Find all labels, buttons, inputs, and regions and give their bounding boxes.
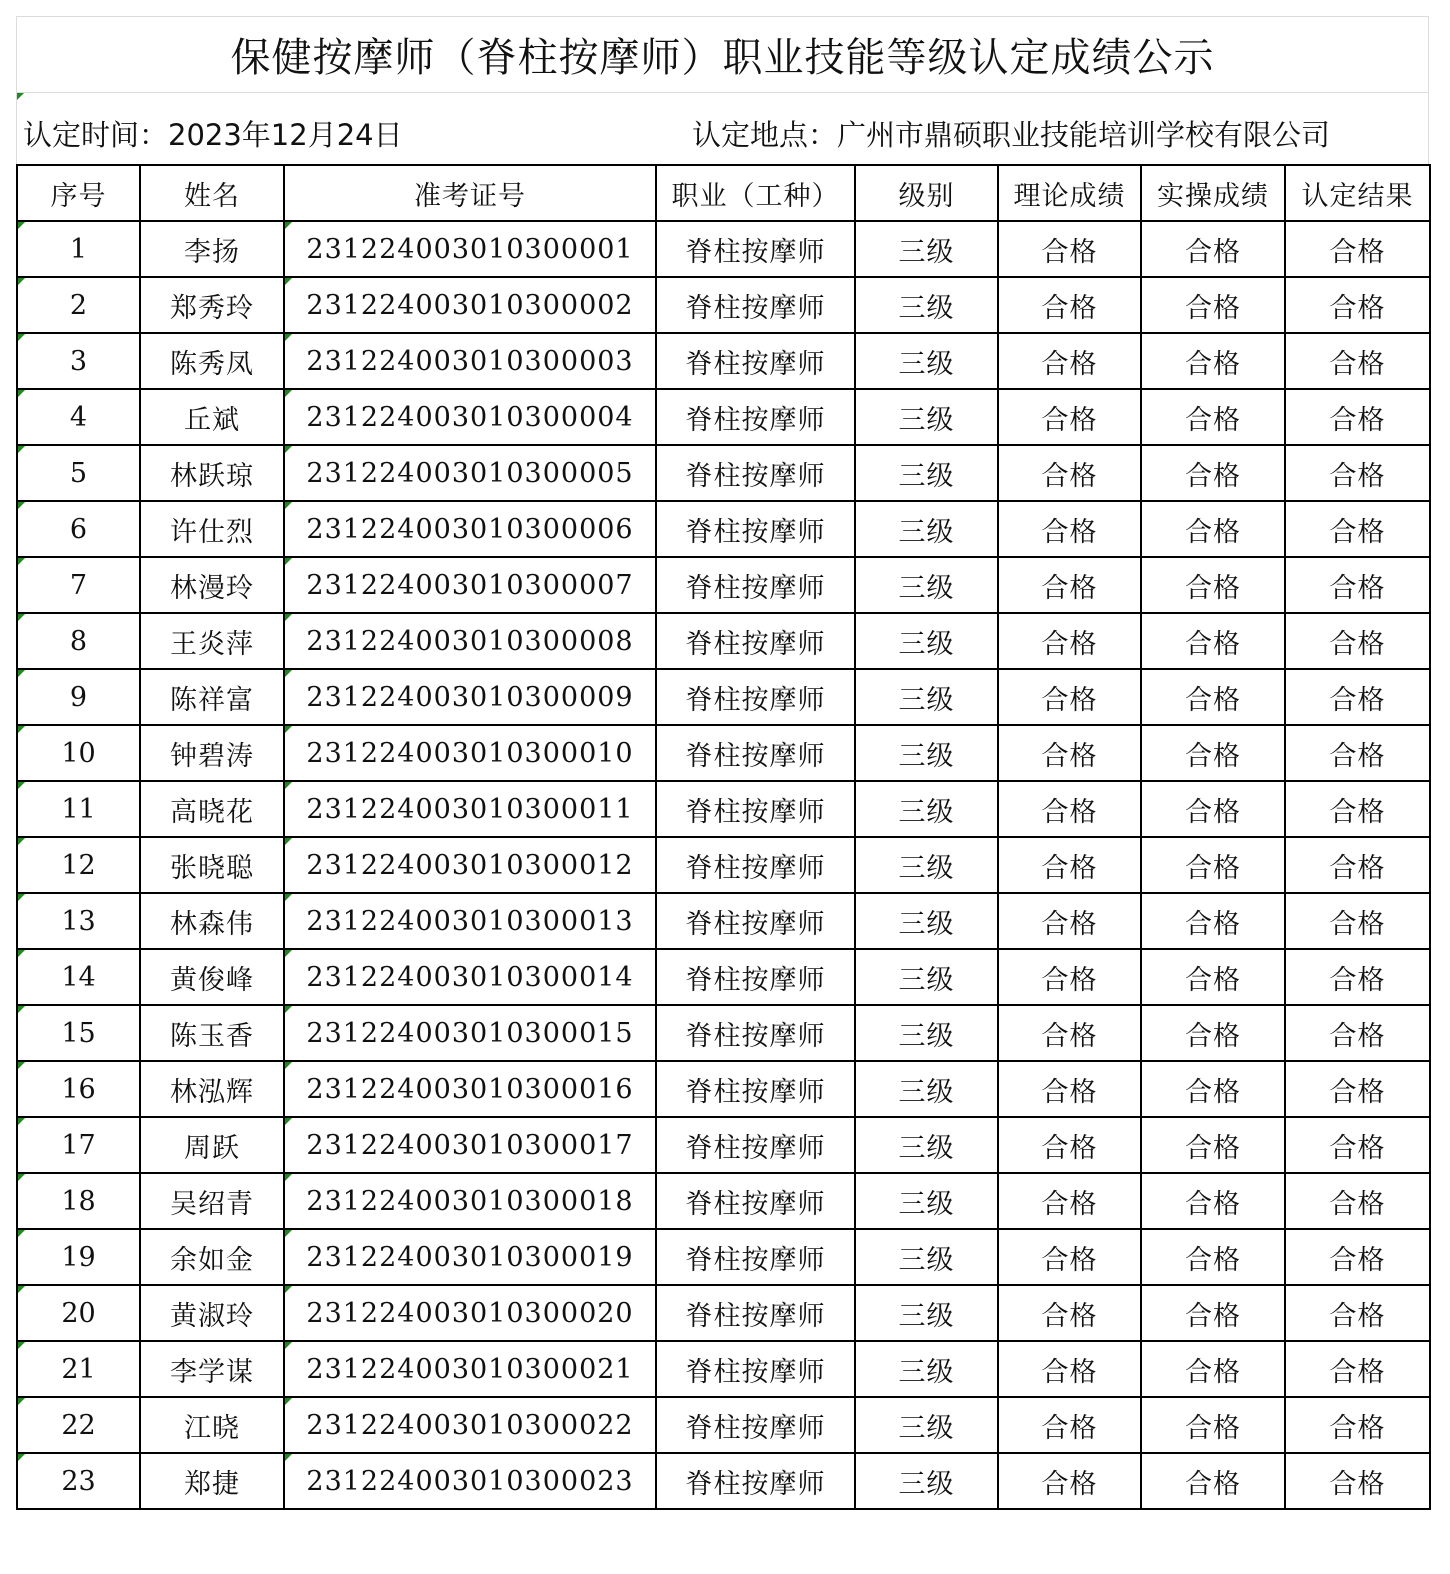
cell-level[interactable]: 三级 [855,277,998,333]
info-row [16,92,1429,164]
cell-ticket-number[interactable]: 231224003010300001 [284,221,656,277]
title-cell[interactable] [16,16,1429,92]
cell-comment-marker-icon [18,1174,25,1181]
cell-seq[interactable]: 14 [17,949,140,1005]
cell-name[interactable]: 许仕烈 [140,501,284,557]
cell-result[interactable]: 合格 [1285,1397,1430,1453]
cell-comment-marker-icon [18,278,25,285]
cell-seq[interactable]: 2 [17,277,140,333]
cell-seq[interactable]: 18 [17,1173,140,1229]
cell-level[interactable]: 三级 [855,1173,998,1229]
cell-occupation[interactable]: 脊柱按摩师 [656,1005,855,1061]
cell-theory-score[interactable]: 合格 [998,1005,1141,1061]
cell-theory-score[interactable]: 合格 [998,1229,1141,1285]
cell-comment-marker-icon [285,558,292,565]
cell-occupation[interactable]: 脊柱按摩师 [656,501,855,557]
cell-practical-score[interactable]: 合格 [1141,1117,1285,1173]
cell-seq[interactable]: 4 [17,389,140,445]
cell-result[interactable]: 合格 [1285,1117,1430,1173]
cell-occupation[interactable]: 脊柱按摩师 [656,669,855,725]
exam-location[interactable]: 认定地点：广州市鼎硕职业技能培训学校有限公司 [692,118,1331,152]
cell-name[interactable]: 黄淑玲 [140,1285,284,1341]
cell-comment-marker-icon [18,1062,25,1069]
cell-result[interactable]: 合格 [1285,837,1430,893]
cell-theory-score[interactable]: 合格 [998,221,1141,277]
cell-practical-score[interactable]: 合格 [1141,1005,1285,1061]
cell-theory-score[interactable]: 合格 [998,949,1141,1005]
table-row [17,1173,1430,1229]
cell-theory-score[interactable]: 合格 [998,557,1141,613]
cell-seq[interactable]: 6 [17,501,140,557]
cell-comment-marker-icon [18,838,25,845]
cell-level[interactable]: 三级 [855,613,998,669]
cell-practical-score[interactable]: 合格 [1141,445,1285,501]
cell-level[interactable]: 三级 [855,501,998,557]
cell-result[interactable]: 合格 [1285,277,1430,333]
cell-level[interactable]: 三级 [855,1229,998,1285]
cell-seq[interactable]: 17 [17,1117,140,1173]
cell-ticket-number[interactable]: 231224003010300016 [284,1061,656,1117]
cell-seq[interactable]: 13 [17,893,140,949]
cell-comment-marker-icon [18,446,25,453]
cell-occupation[interactable]: 脊柱按摩师 [656,837,855,893]
cell-level[interactable]: 三级 [855,557,998,613]
cell-ticket-number[interactable]: 231224003010300009 [284,669,656,725]
cell-practical-score[interactable]: 合格 [1141,1173,1285,1229]
cell-theory-score[interactable]: 合格 [998,1453,1141,1509]
header-occupation[interactable]: 职业（工种） [656,165,855,221]
cell-occupation[interactable]: 脊柱按摩师 [656,725,855,781]
cell-result[interactable]: 合格 [1285,557,1430,613]
cell-name[interactable]: 周跃 [140,1117,284,1173]
cell-occupation[interactable]: 脊柱按摩师 [656,1341,855,1397]
cell-practical-score[interactable]: 合格 [1141,1453,1285,1509]
cell-comment-marker-icon [18,614,25,621]
cell-ticket-number[interactable]: 231224003010300011 [284,781,656,837]
cell-name[interactable]: 林森伟 [140,893,284,949]
exam-date[interactable]: 认定时间：2023年12月24日 [23,118,403,152]
cell-theory-score[interactable]: 合格 [998,781,1141,837]
cell-name[interactable]: 郑秀玲 [140,277,284,333]
table-row [17,1285,1430,1341]
cell-practical-score[interactable]: 合格 [1141,725,1285,781]
table-row [17,389,1430,445]
table-row [17,893,1430,949]
cell-ticket-number[interactable]: 231224003010300002 [284,277,656,333]
cell-seq[interactable]: 21 [17,1341,140,1397]
cell-theory-score[interactable]: 合格 [998,277,1141,333]
cell-comment-marker-icon [285,1230,292,1237]
header-seq[interactable]: 序号 [17,165,140,221]
cell-practical-score[interactable]: 合格 [1141,1229,1285,1285]
cell-comment-marker-icon [18,1454,25,1461]
cell-ticket-number[interactable]: 231224003010300010 [284,725,656,781]
header-theory-score[interactable]: 理论成绩 [998,165,1141,221]
cell-ticket-number[interactable]: 231224003010300014 [284,949,656,1005]
table-row [17,445,1430,501]
cell-theory-score[interactable]: 合格 [998,445,1141,501]
cell-level[interactable]: 三级 [855,389,998,445]
cell-comment-marker-icon [18,782,25,789]
cell-comment-marker-icon [18,558,25,565]
header-name[interactable]: 姓名 [140,165,284,221]
cell-comment-marker-icon [18,894,25,901]
cell-name[interactable]: 林泓辉 [140,1061,284,1117]
cell-result[interactable]: 合格 [1285,725,1430,781]
cell-result[interactable]: 合格 [1285,781,1430,837]
cell-ticket-number[interactable]: 231224003010300013 [284,893,656,949]
cell-comment-marker-icon [285,1006,292,1013]
table-row [17,1117,1430,1173]
cell-occupation[interactable]: 脊柱按摩师 [656,1117,855,1173]
cell-practical-score[interactable]: 合格 [1141,893,1285,949]
cell-occupation[interactable]: 脊柱按摩师 [656,1173,855,1229]
cell-comment-marker-icon [18,726,25,733]
cell-ticket-number[interactable]: 231224003010300006 [284,501,656,557]
cell-level[interactable]: 三级 [855,669,998,725]
cell-result[interactable]: 合格 [1285,221,1430,277]
cell-result[interactable]: 合格 [1285,1341,1430,1397]
cell-practical-score[interactable]: 合格 [1141,1397,1285,1453]
cell-occupation[interactable]: 脊柱按摩师 [656,949,855,1005]
cell-practical-score[interactable]: 合格 [1141,1285,1285,1341]
cell-theory-score[interactable]: 合格 [998,725,1141,781]
cell-ticket-number[interactable]: 231224003010300012 [284,837,656,893]
cell-level[interactable]: 三级 [855,725,998,781]
cell-result[interactable]: 合格 [1285,1005,1430,1061]
cell-theory-score[interactable]: 合格 [998,501,1141,557]
cell-comment-marker-icon [18,502,25,509]
cell-name[interactable]: 张晓聪 [140,837,284,893]
cell-level[interactable]: 三级 [855,1285,998,1341]
cell-seq[interactable]: 20 [17,1285,140,1341]
cell-level[interactable]: 三级 [855,837,998,893]
cell-comment-marker-icon [18,950,25,957]
cell-result[interactable]: 合格 [1285,613,1430,669]
cell-seq[interactable]: 1 [17,221,140,277]
page-title: 保健按摩师（脊柱按摩师）职业技能等级认定成绩公示 [230,35,1215,81]
table-row [17,501,1430,557]
cell-ticket-number[interactable]: 231224003010300021 [284,1341,656,1397]
cell-result[interactable]: 合格 [1285,1061,1430,1117]
cell-comment-marker-icon [285,1174,292,1181]
cell-seq[interactable]: 11 [17,781,140,837]
header-practical-score[interactable]: 实操成绩 [1141,165,1285,221]
cell-theory-score[interactable]: 合格 [998,1397,1141,1453]
table-row [17,613,1430,669]
cell-theory-score[interactable]: 合格 [998,1061,1141,1117]
cell-result[interactable]: 合格 [1285,333,1430,389]
table-row [17,1229,1430,1285]
cell-result[interactable]: 合格 [1285,1173,1430,1229]
cell-comment-marker-icon [18,1230,25,1237]
cell-comment-marker-icon [17,93,24,100]
cell-seq[interactable]: 12 [17,837,140,893]
cell-name[interactable]: 林跃琼 [140,445,284,501]
cell-result[interactable]: 合格 [1285,669,1430,725]
cell-comment-marker-icon [285,894,292,901]
table-row [17,669,1430,725]
cell-comment-marker-icon [18,334,25,341]
cell-seq[interactable]: 9 [17,669,140,725]
cell-level[interactable]: 三级 [855,893,998,949]
cell-occupation[interactable]: 脊柱按摩师 [656,1285,855,1341]
table-row [17,557,1430,613]
cell-comment-marker-icon [18,670,25,677]
cell-level[interactable]: 三级 [855,1005,998,1061]
cell-practical-score[interactable]: 合格 [1141,333,1285,389]
cell-occupation[interactable]: 脊柱按摩师 [656,1229,855,1285]
cell-occupation[interactable]: 脊柱按摩师 [656,277,855,333]
cell-ticket-number[interactable]: 231224003010300005 [284,445,656,501]
cell-comment-marker-icon [285,446,292,453]
cell-theory-score[interactable]: 合格 [998,333,1141,389]
cell-ticket-number[interactable]: 231224003010300004 [284,389,656,445]
cell-result[interactable]: 合格 [1285,445,1430,501]
cell-theory-score[interactable]: 合格 [998,1173,1141,1229]
header-level[interactable]: 级别 [855,165,998,221]
cell-occupation[interactable]: 脊柱按摩师 [656,1397,855,1453]
cell-comment-marker-icon [285,222,292,229]
cell-name[interactable]: 余如金 [140,1229,284,1285]
table-row [17,1005,1430,1061]
cell-name[interactable]: 王炎萍 [140,613,284,669]
table-body [17,221,1430,1509]
cell-comment-marker-icon [285,1454,292,1461]
cell-seq[interactable]: 22 [17,1397,140,1453]
cell-name[interactable]: 黄俊峰 [140,949,284,1005]
cell-ticket-number[interactable]: 231224003010300019 [284,1229,656,1285]
cell-comment-marker-icon [18,1398,25,1405]
cell-ticket-number[interactable]: 231224003010300003 [284,333,656,389]
cell-ticket-number[interactable]: 231224003010300015 [284,1005,656,1061]
cell-theory-score[interactable]: 合格 [998,389,1141,445]
cell-comment-marker-icon [18,1006,25,1013]
cell-practical-score[interactable]: 合格 [1141,221,1285,277]
cell-seq[interactable]: 23 [17,1453,140,1509]
cell-level[interactable]: 三级 [855,445,998,501]
cell-occupation[interactable]: 脊柱按摩师 [656,333,855,389]
cell-comment-marker-icon [285,1286,292,1293]
cell-name[interactable]: 林漫玲 [140,557,284,613]
cell-theory-score[interactable]: 合格 [998,1117,1141,1173]
table-row [17,1453,1430,1509]
cell-ticket-number[interactable]: 231224003010300017 [284,1117,656,1173]
cell-occupation[interactable]: 脊柱按摩师 [656,1061,855,1117]
cell-occupation[interactable]: 脊柱按摩师 [656,445,855,501]
cell-name[interactable]: 丘斌 [140,389,284,445]
cell-occupation[interactable]: 脊柱按摩师 [656,781,855,837]
table-row [17,1397,1430,1453]
header-ticket-number[interactable]: 准考证号 [284,165,656,221]
cell-seq[interactable]: 5 [17,445,140,501]
cell-name[interactable]: 高晓花 [140,781,284,837]
cell-comment-marker-icon [285,614,292,621]
cell-comment-marker-icon [285,502,292,509]
cell-theory-score[interactable]: 合格 [998,1341,1141,1397]
cell-practical-score[interactable]: 合格 [1141,501,1285,557]
cell-comment-marker-icon [285,782,292,789]
cell-level[interactable]: 三级 [855,949,998,1005]
cell-comment-marker-icon [285,334,292,341]
table-row [17,949,1430,1005]
cell-comment-marker-icon [285,838,292,845]
cell-practical-score[interactable]: 合格 [1141,1061,1285,1117]
cell-theory-score[interactable]: 合格 [998,1285,1141,1341]
table-row [17,221,1430,277]
cell-ticket-number[interactable]: 231224003010300008 [284,613,656,669]
cell-comment-marker-icon [18,1118,25,1125]
cell-seq[interactable]: 7 [17,557,140,613]
table-row [17,725,1430,781]
table-row [17,277,1430,333]
cell-seq[interactable]: 3 [17,333,140,389]
cell-level[interactable]: 三级 [855,221,998,277]
cell-level[interactable]: 三级 [855,1341,998,1397]
cell-practical-score[interactable]: 合格 [1141,1341,1285,1397]
cell-occupation[interactable]: 脊柱按摩师 [656,1453,855,1509]
cell-occupation[interactable]: 脊柱按摩师 [656,613,855,669]
cell-level[interactable]: 三级 [855,781,998,837]
cell-comment-marker-icon [285,950,292,957]
cell-name[interactable]: 陈玉香 [140,1005,284,1061]
cell-name[interactable]: 陈秀凤 [140,333,284,389]
table-row [17,1061,1430,1117]
cell-comment-marker-icon [285,670,292,677]
cell-result[interactable]: 合格 [1285,1453,1430,1509]
cell-name[interactable]: 吴绍青 [140,1173,284,1229]
cell-level[interactable]: 三级 [855,1061,998,1117]
cell-comment-marker-icon [285,1062,292,1069]
cell-seq[interactable]: 8 [17,613,140,669]
table-row [17,333,1430,389]
cell-comment-marker-icon [285,726,292,733]
cell-occupation[interactable]: 脊柱按摩师 [656,221,855,277]
cell-ticket-number[interactable]: 231224003010300018 [284,1173,656,1229]
cell-result[interactable]: 合格 [1285,1285,1430,1341]
cell-practical-score[interactable]: 合格 [1141,837,1285,893]
cell-name[interactable]: 钟碧涛 [140,725,284,781]
cell-practical-score[interactable]: 合格 [1141,557,1285,613]
cell-theory-score[interactable]: 合格 [998,893,1141,949]
cell-name[interactable]: 江晓 [140,1397,284,1453]
cell-occupation[interactable]: 脊柱按摩师 [656,389,855,445]
cell-level[interactable]: 三级 [855,1117,998,1173]
cell-comment-marker-icon [285,1342,292,1349]
cell-level[interactable]: 三级 [855,1453,998,1509]
cell-comment-marker-icon [18,222,25,229]
cell-practical-score[interactable]: 合格 [1141,669,1285,725]
cell-comment-marker-icon [18,390,25,397]
cell-result[interactable]: 合格 [1285,893,1430,949]
cell-ticket-number[interactable]: 231224003010300020 [284,1285,656,1341]
cell-ticket-number[interactable]: 231224003010300022 [284,1397,656,1453]
cell-level[interactable]: 三级 [855,1397,998,1453]
cell-seq[interactable]: 15 [17,1005,140,1061]
cell-result[interactable]: 合格 [1285,389,1430,445]
cell-result[interactable]: 合格 [1285,501,1430,557]
cell-practical-score[interactable]: 合格 [1141,277,1285,333]
cell-occupation[interactable]: 脊柱按摩师 [656,557,855,613]
cell-comment-marker-icon [285,390,292,397]
cell-practical-score[interactable]: 合格 [1141,389,1285,445]
cell-practical-score[interactable]: 合格 [1141,781,1285,837]
cell-result[interactable]: 合格 [1285,949,1430,1005]
cell-name[interactable]: 李扬 [140,221,284,277]
cell-ticket-number[interactable]: 231224003010300007 [284,557,656,613]
cell-theory-score[interactable]: 合格 [998,669,1141,725]
cell-name[interactable]: 陈祥富 [140,669,284,725]
cell-occupation[interactable]: 脊柱按摩师 [656,893,855,949]
cell-comment-marker-icon [285,1118,292,1125]
cell-ticket-number[interactable]: 231224003010300023 [284,1453,656,1509]
table-row [17,1341,1430,1397]
cell-seq[interactable]: 16 [17,1061,140,1117]
cell-comment-marker-icon [18,1342,25,1349]
cell-name[interactable]: 李学谋 [140,1341,284,1397]
cell-practical-score[interactable]: 合格 [1141,949,1285,1005]
cell-seq[interactable]: 10 [17,725,140,781]
cell-name[interactable]: 郑捷 [140,1453,284,1509]
spreadsheet-sheet [16,16,1429,1510]
cell-result[interactable]: 合格 [1285,1229,1430,1285]
table-row [17,837,1430,893]
table-row [17,781,1430,837]
cell-theory-score[interactable]: 合格 [998,837,1141,893]
header-result[interactable]: 认定结果 [1285,165,1430,221]
cell-comment-marker-icon [285,1398,292,1405]
cell-seq[interactable]: 19 [17,1229,140,1285]
cell-theory-score[interactable]: 合格 [998,613,1141,669]
results-table [16,164,1431,1510]
cell-comment-marker-icon [18,1286,25,1293]
header-row [17,165,1430,221]
cell-practical-score[interactable]: 合格 [1141,613,1285,669]
cell-comment-marker-icon [285,278,292,285]
cell-level[interactable]: 三级 [855,333,998,389]
